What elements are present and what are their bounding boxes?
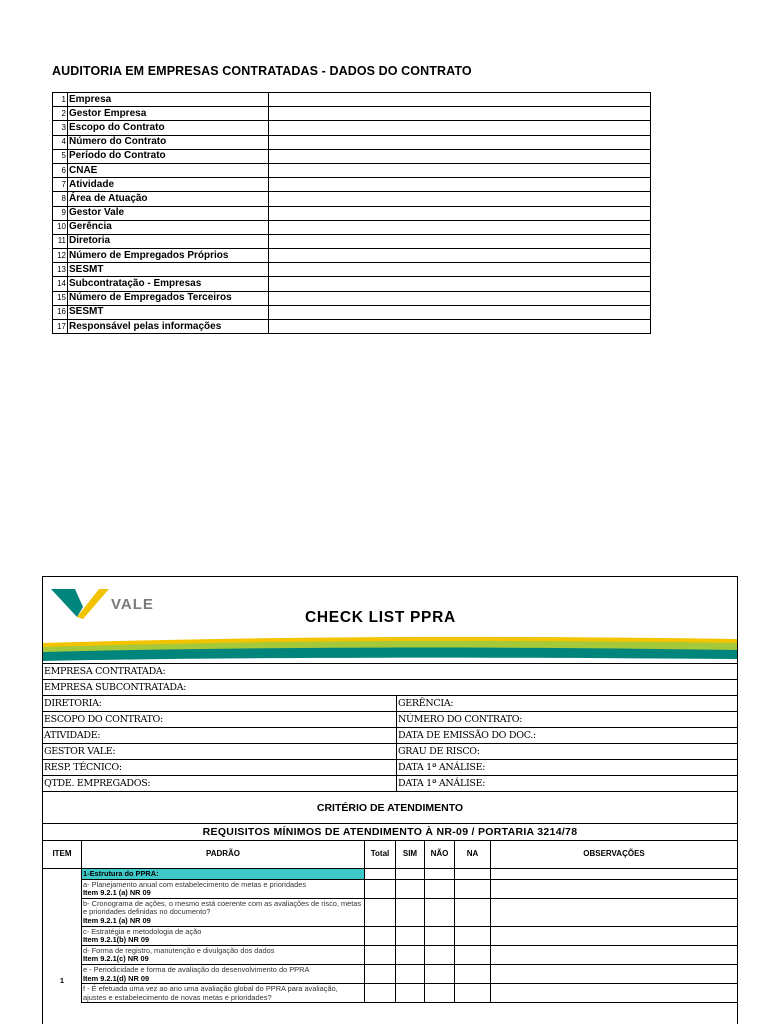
- row-label: Gerência: [68, 220, 269, 234]
- cell-na[interactable]: [455, 984, 491, 1002]
- cell-total[interactable]: [365, 927, 396, 945]
- padrao-text: f - É efetuada uma vez ao ano uma avaliação global do PPRA para avaliação, ajustes e estabelecimento de novas metas e prioridades?: [83, 984, 338, 1002]
- row-number: 10: [53, 220, 68, 234]
- cell-sim[interactable]: [396, 984, 425, 1002]
- row-label: Empresa: [68, 93, 269, 107]
- row-value-field[interactable]: [269, 291, 651, 305]
- checklist-row: [82, 946, 737, 965]
- padrao-reference: Item 9.2.1(c) NR 09: [83, 954, 149, 964]
- checklist-rows: [82, 869, 737, 1003]
- requisitos-heading: REQUISITOS MÍNIMOS DE ATENDIMENTO À NR-09 / PORTARIA 3214/78: [43, 823, 737, 840]
- contract-row: [53, 234, 651, 248]
- contract-row: [53, 305, 651, 319]
- cell-nao[interactable]: [425, 984, 455, 1002]
- row-value-field[interactable]: [269, 163, 651, 177]
- row-number: 5: [53, 149, 68, 163]
- row-number: 3: [53, 121, 68, 135]
- row-value-field[interactable]: [269, 263, 651, 277]
- checklist-body: [43, 868, 737, 1003]
- item-column: [43, 869, 82, 1003]
- cell-observacoes[interactable]: [491, 965, 737, 983]
- row-number: 7: [53, 178, 68, 192]
- row-number: 12: [53, 249, 68, 263]
- contract-row: [53, 277, 651, 291]
- cell-total[interactable]: [365, 965, 396, 983]
- cell-sim[interactable]: [396, 965, 425, 983]
- row-value-field[interactable]: [269, 234, 651, 248]
- padrao-text: e - Periodicidade e forma de avaliação do desenvolvimento do PPRA: [83, 964, 310, 974]
- row-value-field[interactable]: [269, 135, 651, 149]
- cell-nao[interactable]: [425, 965, 455, 983]
- cell-observacoes[interactable]: [491, 869, 737, 879]
- padrao-cell: [82, 965, 365, 983]
- padrao-cell: [82, 899, 365, 926]
- contract-row: [53, 291, 651, 305]
- section-row: [82, 869, 737, 880]
- padrao-reference: Item 9.2.1(d) NR 09: [83, 973, 150, 983]
- padrao-cell: [82, 946, 365, 964]
- cell-nao[interactable]: [425, 880, 455, 898]
- row-value-field[interactable]: [269, 206, 651, 220]
- header-resp-data: RESP. TÉCNICO: DATA 1ª ANÁLISE:: [43, 759, 737, 775]
- cell-sim[interactable]: [396, 946, 425, 964]
- header-qtde-data: QTDE. EMPREGADOS: DATA 1ª ANÁLISE:: [43, 775, 737, 791]
- row-value-field[interactable]: [269, 277, 651, 291]
- column-headers: [43, 841, 737, 868]
- cell-total[interactable]: [365, 899, 396, 926]
- row-label: Diretoria: [68, 234, 269, 248]
- vale-logo-text: VALE: [111, 596, 154, 613]
- row-number: 9: [53, 206, 68, 220]
- cell-na[interactable]: [455, 965, 491, 983]
- contract-row: [53, 320, 651, 334]
- row-number: 1: [53, 93, 68, 107]
- cell-total[interactable]: [365, 946, 396, 964]
- col-sim: SIM: [396, 841, 425, 868]
- padrao-text: c- Estratégia e metodologia de ação: [83, 926, 202, 936]
- checklist-row: [82, 880, 737, 899]
- checklist-title: CHECK LIST PPRA: [305, 609, 456, 626]
- checklist-ppra: [42, 576, 738, 1024]
- row-value-field[interactable]: [269, 107, 651, 121]
- row-value-field[interactable]: [269, 192, 651, 206]
- row-number: 8: [53, 192, 68, 206]
- row-label: Gestor Vale: [68, 206, 269, 220]
- row-value-field[interactable]: [269, 178, 651, 192]
- padrao-cell: [82, 880, 365, 898]
- checklist-row: [82, 965, 737, 984]
- checklist-banner: [43, 577, 737, 663]
- cell-nao[interactable]: [425, 946, 455, 964]
- row-value-field[interactable]: [269, 305, 651, 319]
- col-observacoes: OBSERVAÇÕES: [583, 849, 645, 858]
- checklist-row: [82, 927, 737, 946]
- row-number: 17: [53, 320, 68, 334]
- row-value-field[interactable]: [269, 149, 651, 163]
- padrao-cell: [82, 984, 365, 1002]
- contract-data-table: [52, 92, 651, 334]
- row-label: Número de Empregados Terceiros: [68, 291, 269, 305]
- checklist-table: [43, 840, 737, 1003]
- padrao-reference: Item 9.2.1(b) NR 09: [83, 935, 150, 945]
- cell-na[interactable]: [455, 946, 491, 964]
- row-number: 14: [53, 277, 68, 291]
- cell-na[interactable]: [455, 869, 491, 879]
- section-title: 1-Estrutura do PPRA:: [82, 869, 365, 879]
- row-label: Área de Atuação: [68, 192, 269, 206]
- cell-na[interactable]: [455, 927, 491, 945]
- row-label: Número do Contrato: [68, 135, 269, 149]
- row-label: Gestor Empresa: [68, 107, 269, 121]
- row-label: Atividade: [68, 178, 269, 192]
- cell-observacoes[interactable]: [491, 927, 737, 945]
- contract-row: [53, 206, 651, 220]
- col-padrao: PADRÃO: [82, 841, 365, 868]
- row-label: Subcontratação - Empresas: [68, 277, 269, 291]
- padrao-cell: [82, 927, 365, 945]
- row-number: 13: [53, 263, 68, 277]
- cell-sim[interactable]: [396, 869, 425, 879]
- row-label: SESMT: [68, 305, 269, 319]
- header-empresa-subcontratada: EMPRESA SUBCONTRATADA:: [43, 679, 737, 695]
- padrao-text: b- Cronograma de ações, o mesmo está coerente com as avaliações de risco, metas e prioridades definidas no documento?: [83, 898, 362, 917]
- col-nao: NÃO: [425, 841, 455, 868]
- cell-sim[interactable]: [396, 927, 425, 945]
- padrao-reference: Item 9.2.1 (a) NR 09: [83, 888, 151, 898]
- col-item: ITEM: [43, 841, 82, 868]
- contract-row: [53, 121, 651, 135]
- row-label: Responsável pelas informações: [68, 320, 269, 334]
- cell-na[interactable]: [455, 899, 491, 926]
- col-na: NA: [455, 841, 491, 868]
- row-number: 4: [53, 135, 68, 149]
- row-number: 16: [53, 305, 68, 319]
- checklist-row: [82, 899, 737, 927]
- banner-waves: [43, 633, 738, 663]
- row-value-field[interactable]: [269, 249, 651, 263]
- header-empresa-contratada: EMPRESA CONTRATADA:: [43, 663, 737, 679]
- audit-title: AUDITORIA EM EMPRESAS CONTRATADAS - DADOS DO CONTRATO: [52, 64, 472, 78]
- contract-row: [53, 149, 651, 163]
- cell-nao[interactable]: [425, 927, 455, 945]
- header-gestor-grau: GESTOR VALE: GRAU DE RISCO:: [43, 743, 737, 759]
- checklist-row: [82, 984, 737, 1003]
- contract-row: [53, 135, 651, 149]
- col-total: Total: [365, 841, 396, 868]
- contract-row: [53, 178, 651, 192]
- row-label: Escopo do Contrato: [68, 121, 269, 135]
- row-value-field[interactable]: [269, 93, 651, 107]
- row-value-field[interactable]: [269, 121, 651, 135]
- cell-total[interactable]: [365, 984, 396, 1002]
- contract-row: [53, 249, 651, 263]
- cell-nao[interactable]: [425, 869, 455, 879]
- row-number: 6: [53, 163, 68, 177]
- cell-total[interactable]: [365, 869, 396, 879]
- header-escopo-numero: ESCOPO DO CONTRATO: NÚMERO DO CONTRATO:: [43, 711, 737, 727]
- padrao-text: a- Planejamento anual com estabelecimento de metas e prioridades: [83, 879, 307, 889]
- row-label: SESMT: [68, 263, 269, 277]
- contract-row: [53, 93, 651, 107]
- item-number: 1: [59, 976, 65, 985]
- header-atividade-data: ATIVIDADE: DATA DE EMISSÃO DO DOC.:: [43, 727, 737, 743]
- row-value-field[interactable]: [269, 320, 651, 334]
- cell-nao[interactable]: [425, 899, 455, 926]
- row-number: 11: [53, 234, 68, 248]
- row-label: Período do Contrato: [68, 149, 269, 163]
- cell-na[interactable]: [455, 880, 491, 898]
- cell-sim[interactable]: [396, 880, 425, 898]
- contract-row: [53, 263, 651, 277]
- cell-observacoes[interactable]: [491, 899, 737, 926]
- row-number: 15: [53, 291, 68, 305]
- padrao-text: d- Forma de registro, manutenção e divulgação dos dados: [83, 945, 275, 955]
- criterio-heading: CRITÉRIO DE ATENDIMENTO: [43, 791, 737, 823]
- cell-observacoes[interactable]: [491, 880, 737, 898]
- cell-total[interactable]: [365, 880, 396, 898]
- row-number: 2: [53, 107, 68, 121]
- row-label: CNAE: [68, 163, 269, 177]
- contract-row: [53, 163, 651, 177]
- row-value-field[interactable]: [269, 220, 651, 234]
- cell-observacoes[interactable]: [491, 946, 737, 964]
- header-diretoria-gerencia: DIRETORIA: GERÊNCIA:: [43, 695, 737, 711]
- cell-sim[interactable]: [396, 899, 425, 926]
- contract-row: [53, 107, 651, 121]
- contract-row: [53, 220, 651, 234]
- contract-row: [53, 192, 651, 206]
- cell-observacoes[interactable]: [491, 984, 737, 1002]
- vale-logo-icon: [49, 585, 111, 619]
- padrao-reference: Item 9.2.1 (a) NR 09: [83, 915, 151, 925]
- row-label: Número de Empregados Próprios: [68, 249, 269, 263]
